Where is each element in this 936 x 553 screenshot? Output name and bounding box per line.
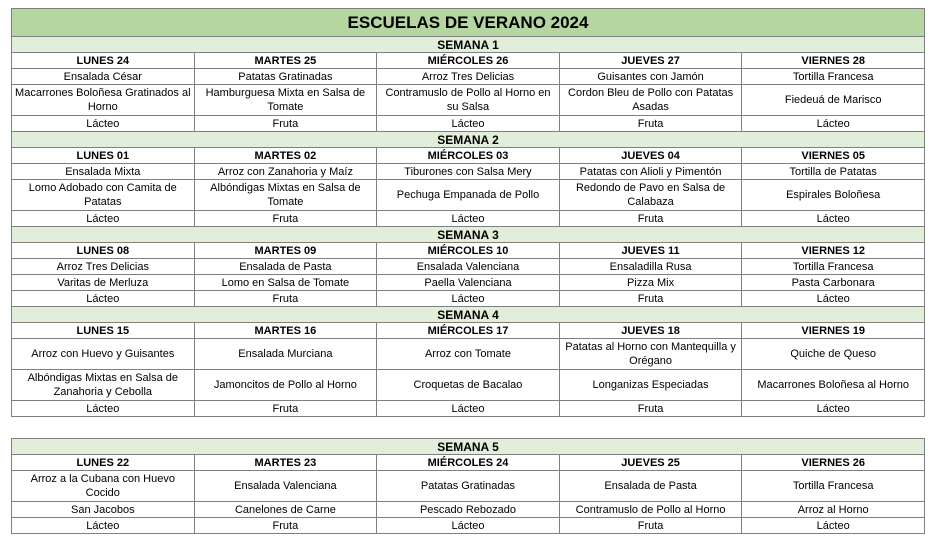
- week-header: SEMANA 4: [12, 307, 925, 323]
- menu-item-main: Albóndigas Mixtas en Salsa de Zanahoria y Cebolla: [12, 370, 195, 401]
- menu-item-main: Contramuslo de Pollo al Horno: [559, 502, 742, 518]
- menu-item-dessert: Lácteo: [377, 116, 560, 132]
- menu-item-main: Croquetas de Bacalao: [377, 370, 560, 401]
- day-header: MARTES 09: [194, 243, 377, 259]
- menu-item-main: Macarrones Boloñesa Gratinados al Horno: [12, 85, 195, 116]
- menu-item-dessert: Fruta: [559, 116, 742, 132]
- menu-item-dessert: Lácteo: [12, 211, 195, 227]
- menu-item-starter: Ensalada César: [12, 69, 195, 85]
- menu-item-main: Cordon Bleu de Pollo con Patatas Asadas: [559, 85, 742, 116]
- menu-item-dessert: Lácteo: [742, 116, 925, 132]
- day-header: LUNES 08: [12, 243, 195, 259]
- day-header: LUNES 01: [12, 148, 195, 164]
- menu-item-main: Hamburguesa Mixta en Salsa de Tomate: [194, 85, 377, 116]
- menu-item-dessert: Lácteo: [12, 291, 195, 307]
- menu-item-dessert: Lácteo: [12, 401, 195, 417]
- menu-sheet-main: [11, 8, 925, 417]
- menu-item-starter: Tortilla de Patatas: [742, 164, 925, 180]
- menu-item-dessert: Lácteo: [742, 291, 925, 307]
- menu-item-starter: Patatas al Horno con Mantequilla y Orégano: [559, 339, 742, 370]
- menu-item-starter: Ensalada Valenciana: [194, 471, 377, 502]
- menu-item-main: Pechuga Empanada de Pollo: [377, 180, 560, 211]
- menu-item-main: Pizza Mix: [559, 275, 742, 291]
- menu-item-dessert: Lácteo: [742, 401, 925, 417]
- menu-item-main: Pescado Rebozado: [377, 502, 560, 518]
- menu-item-dessert: Fruta: [194, 116, 377, 132]
- menu-item-main: Arroz al Horno: [742, 502, 925, 518]
- menu-item-starter: Quiche de Queso: [742, 339, 925, 370]
- week-header: SEMANA 1: [12, 37, 925, 53]
- menu-item-dessert: Lácteo: [377, 291, 560, 307]
- menu-item-main: Longanizas Especiadas: [559, 370, 742, 401]
- menu-item-dessert: Fruta: [559, 211, 742, 227]
- menu-item-starter: Arroz Tres Delicias: [12, 259, 195, 275]
- menu-item-starter: Ensalada Mixta: [12, 164, 195, 180]
- menu-item-main: Albóndigas Mixtas en Salsa de Tomate: [194, 180, 377, 211]
- menu-item-dessert: Fruta: [559, 401, 742, 417]
- day-header: VIERNES 28: [742, 53, 925, 69]
- menu-item-dessert: Fruta: [559, 518, 742, 534]
- menu-item-main: Paella Valenciana: [377, 275, 560, 291]
- menu-item-dessert: Lácteo: [12, 116, 195, 132]
- day-header: JUEVES 27: [559, 53, 742, 69]
- day-header: MIÉRCOLES 17: [377, 323, 560, 339]
- menu-item-starter: Patatas Gratinadas: [194, 69, 377, 85]
- menu-item-main: Fiedeuá de Marisco: [742, 85, 925, 116]
- menu-item-main: Espirales Boloñesa: [742, 180, 925, 211]
- menu-item-starter: Arroz a la Cubana con Huevo Cocido: [12, 471, 195, 502]
- menu-item-starter: Arroz con Tomate: [377, 339, 560, 370]
- day-header: VIERNES 12: [742, 243, 925, 259]
- menu-sheet-week-5: [11, 438, 925, 534]
- day-header: LUNES 22: [12, 455, 195, 471]
- day-header: JUEVES 11: [559, 243, 742, 259]
- menu-item-dessert: Lácteo: [742, 518, 925, 534]
- day-header: JUEVES 18: [559, 323, 742, 339]
- menu-item-dessert: Fruta: [194, 401, 377, 417]
- menu-item-starter: Ensalada de Pasta: [559, 471, 742, 502]
- menu-item-starter: Ensalada Valenciana: [377, 259, 560, 275]
- day-header: MARTES 25: [194, 53, 377, 69]
- menu-item-main: San Jacobos: [12, 502, 195, 518]
- menu-table-weeks-1-4: [11, 8, 925, 417]
- day-header: VIERNES 05: [742, 148, 925, 164]
- page-title: ESCUELAS DE VERANO 2024: [12, 9, 925, 37]
- menu-item-starter: Patatas con Alioli y Pimentón: [559, 164, 742, 180]
- day-header: MARTES 02: [194, 148, 377, 164]
- day-header: LUNES 24: [12, 53, 195, 69]
- day-header: MIÉRCOLES 24: [377, 455, 560, 471]
- week-header: SEMANA 3: [12, 227, 925, 243]
- week-header: SEMANA 2: [12, 132, 925, 148]
- menu-item-dessert: Fruta: [194, 518, 377, 534]
- menu-item-starter: Patatas Gratinadas: [377, 471, 560, 502]
- day-header: MIÉRCOLES 10: [377, 243, 560, 259]
- menu-item-dessert: Fruta: [559, 291, 742, 307]
- menu-item-main: Lomo Adobado con Camita de Patatas: [12, 180, 195, 211]
- menu-item-dessert: Fruta: [194, 211, 377, 227]
- menu-table-week-5: [11, 438, 925, 534]
- day-header: VIERNES 26: [742, 455, 925, 471]
- menu-item-main: Redondo de Pavo en Salsa de Calabaza: [559, 180, 742, 211]
- menu-item-starter: Tortilla Francesa: [742, 69, 925, 85]
- day-header: JUEVES 25: [559, 455, 742, 471]
- menu-item-main: Contramuslo de Pollo al Horno en su Salsa: [377, 85, 560, 116]
- menu-item-dessert: Lácteo: [12, 518, 195, 534]
- day-header: MARTES 23: [194, 455, 377, 471]
- menu-item-starter: Arroz con Huevo y Guisantes: [12, 339, 195, 370]
- menu-item-main: Canelones de Carne: [194, 502, 377, 518]
- menu-item-dessert: Lácteo: [742, 211, 925, 227]
- menu-item-dessert: Lácteo: [377, 401, 560, 417]
- menu-item-dessert: Lácteo: [377, 518, 560, 534]
- menu-item-main: Jamoncitos de Pollo al Horno: [194, 370, 377, 401]
- day-header: MARTES 16: [194, 323, 377, 339]
- menu-item-starter: Tortilla Francesa: [742, 471, 925, 502]
- week-header: SEMANA 5: [12, 439, 925, 455]
- menu-item-main: Varitas de Merluza: [12, 275, 195, 291]
- day-header: JUEVES 04: [559, 148, 742, 164]
- menu-item-starter: Ensalada de Pasta: [194, 259, 377, 275]
- menu-item-starter: Ensaladilla Rusa: [559, 259, 742, 275]
- menu-item-main: Pasta Carbonara: [742, 275, 925, 291]
- menu-item-dessert: Fruta: [194, 291, 377, 307]
- menu-item-starter: Arroz con Zanahoria y Maíz: [194, 164, 377, 180]
- day-header: VIERNES 19: [742, 323, 925, 339]
- menu-item-starter: Guisantes con Jamón: [559, 69, 742, 85]
- menu-item-main: Lomo en Salsa de Tomate: [194, 275, 377, 291]
- menu-item-main: Macarrones Boloñesa al Horno: [742, 370, 925, 401]
- menu-item-starter: Tortilla Francesa: [742, 259, 925, 275]
- menu-item-starter: Arroz Tres Delicias: [377, 69, 560, 85]
- day-header: MIÉRCOLES 03: [377, 148, 560, 164]
- day-header: MIÉRCOLES 26: [377, 53, 560, 69]
- menu-item-starter: Ensalada Murciana: [194, 339, 377, 370]
- day-header: LUNES 15: [12, 323, 195, 339]
- menu-item-dessert: Lácteo: [377, 211, 560, 227]
- menu-item-starter: Tiburones con Salsa Mery: [377, 164, 560, 180]
